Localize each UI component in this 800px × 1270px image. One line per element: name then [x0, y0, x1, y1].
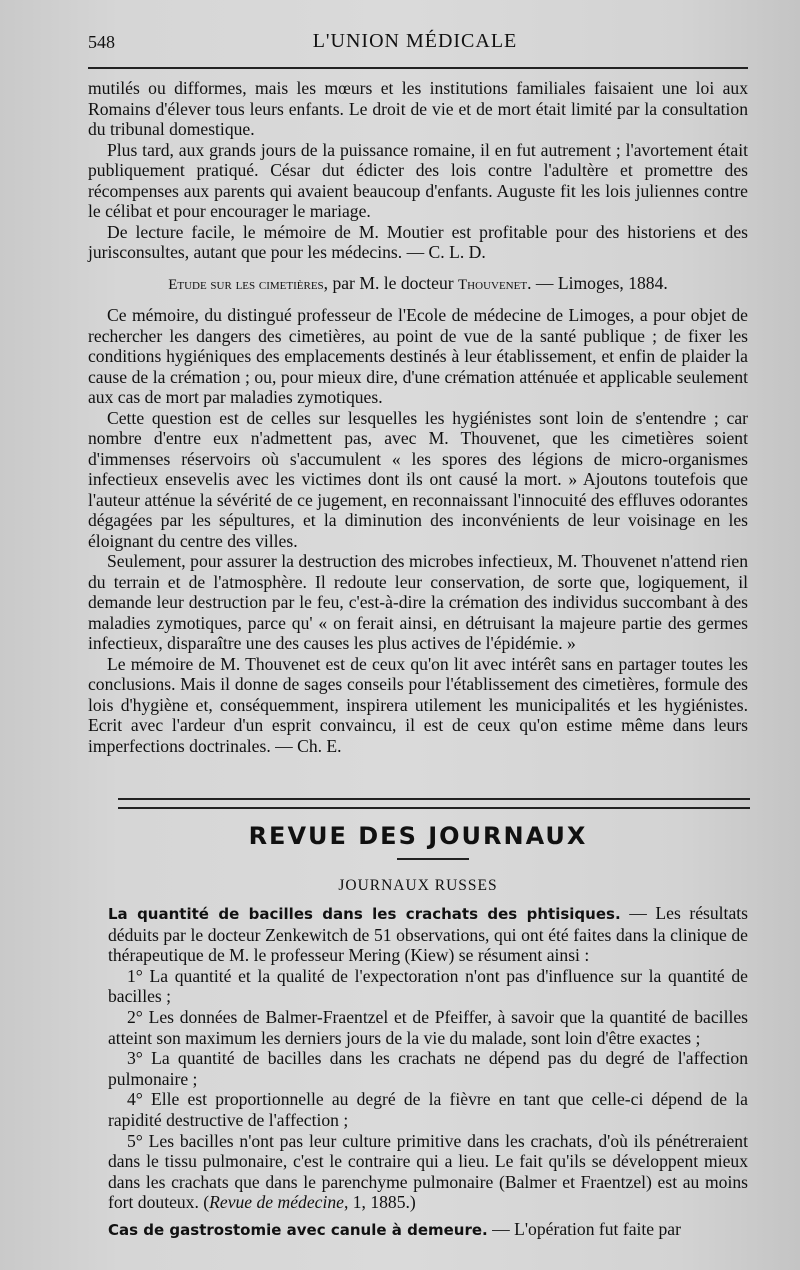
paragraph: Seulement, pour assurer la destruction des microbes infectieux, M. Thouvenet n'attend rien du terrain et de l'atmosphère. Il redoute leur conservation, de sorte que, logiquement, il demande leur destruction par le feu, c'est-à-dire la crémation des individus succombant à des maladies zymotiques, parce qu' « on ferait ainsi, en détruisant la majeure partie des germes infectieux, disparaître une des causes les plus actives de l'épidémie. »	[88, 551, 748, 653]
paragraph: Ce mémoire, du distingué professeur de l'Ecole de médecine de Limoges, a pour objet de rechercher les dangers des cimetières, au point de vue de la santé publique ; de fixer les conditions hygiéniques des emplacements destinés à leur établissement, et enfin de plaider la cause de la crémation ; ou, pour mieux dire, d'une crémation atténuée et applicable seulement aux cas de mort par maladies zymotiques.	[88, 305, 748, 407]
paragraph: Cette question est de celles sur lesquelles les hygiénistes sont loin de s'entendre ; car nombre d'entre eux n'admettent pas, avec M. Thouvenet, que les cimetières soient d'immenses réservoirs où s'accumulent « les spores des légions de micro-organismes infectieux ensevelis avec les victimes dont ils ont causé la mort. » Ajoutons toutefois que l'auteur atténue la sévérité de ce jugement, en reconnaissant l'innocuité des effluves odorantes dégagées par les sépultures, et la diminution des inconvénients de leur voisinage en les éloignant du centre des villes.	[88, 407, 748, 551]
section-subheading: JOURNAUX RUSSES	[338, 877, 498, 894]
article-paragraph: La quantité de bacilles dans les crachats des phtisiques. — Les résultats déduits par le docteur Zenkewitch de 51 observations, qui ont été faites dans la clinique de thérapeutique de M. le professeur Mering (Kiew) se résument ainsi :	[108, 903, 748, 966]
page-number: 548	[88, 32, 115, 52]
article-title: Cas de gastrostomie avec canule à demeure.	[108, 1220, 488, 1239]
paragraph: Plus tard, aux grands jours de la puissance romaine, il en fut autrement ; l'avortement était publiquement pratiqué. César dut édicter des lois contre l'adultère et promettre des récompenses aux parents qui avaient beaucoup d'enfants. Auguste fit les lois juliennes contre le célibat et pour encourager le mariage.	[88, 139, 748, 221]
list-item: 1° La quantité et la qualité de l'expectoration n'ont pas d'influence sur la quantité de bacilles ;	[108, 965, 748, 1007]
heading-rule	[397, 858, 469, 860]
list-item: 3° La quantité de bacilles dans les crachats ne dépend pas du degré de l'affection pulmonaire ;	[108, 1048, 748, 1089]
running-title: L'UNION MÉDICALE	[312, 30, 518, 52]
spacer	[88, 295, 748, 305]
book-review-title: Etude sur les cimetières, par M. le docteur Thouvenet. — Limoges, 1884.	[168, 272, 668, 293]
paragraph: Le mémoire de M. Thouvenet est de ceux qu'on lit avec intérêt sans en partager toutes les conclusions. Mais il donne de sages conseils pour l'établissement des cimetières, formule des lois d'hygiène et, conséquemment, inspirera utilement les municipalités et les hygiénistes. Ecrit avec l'ardeur d'un esprit convaincu, il est de ceux qu'on estime même dans leurs imperfections doctrinales. — Ch. E.	[88, 653, 748, 756]
section-divider	[118, 798, 750, 809]
page-header	[88, 30, 742, 60]
article-paragraph: Cas de gastrostomie avec canule à demeure. — L'opération fut faite par	[108, 1218, 681, 1239]
header-rule	[88, 67, 748, 69]
article-title: La quantité de bacilles dans les crachats des phtisiques.	[108, 905, 621, 923]
list-item: 2° Les données de Balmer-Fraentzel et de Pfeiffer, à savoir que la quantité de bacilles atteint son maximum les derniers jours de la vie du malade, sont loin d'être exactes ;	[108, 1006, 748, 1048]
list-item: 4° Elle est proportionnelle au degré de la fièvre en tant que celle-ci dépend de la rapidité destructive de l'affection ;	[108, 1089, 748, 1130]
list-item: 5° Les bacilles n'ont pas leur culture primitive dans les crachats, d'où ils pénétreraient dans le tissu pulmonaire, c'est le contraire qui a lieu. Le fait qu'ils se développent mieux dans les crachats que dans le parenchyme pulmonaire (Balmer et Fraentzel) est au moins fort douteux. (Revue de médecine, 1, 1885.)	[108, 1130, 748, 1213]
spacer	[88, 263, 748, 273]
paragraph: mutilés ou difformes, mais les mœurs et les institutions familiales faisaient une loi aux Romains d'élever tous leurs enfants. Le droit de vie et de mort était limité par la consultation du tribunal domestique.	[88, 78, 748, 139]
journals-text-block	[108, 903, 748, 1241]
upper-text-block	[88, 78, 748, 756]
paragraph: De lecture facile, le mémoire de M. Moutier est profitable pour des historiens et des jurisconsultes, autant que pour les médecins. — C. L. D.	[88, 221, 748, 262]
section-heading: REVUE DES JOURNAUX	[248, 822, 588, 850]
